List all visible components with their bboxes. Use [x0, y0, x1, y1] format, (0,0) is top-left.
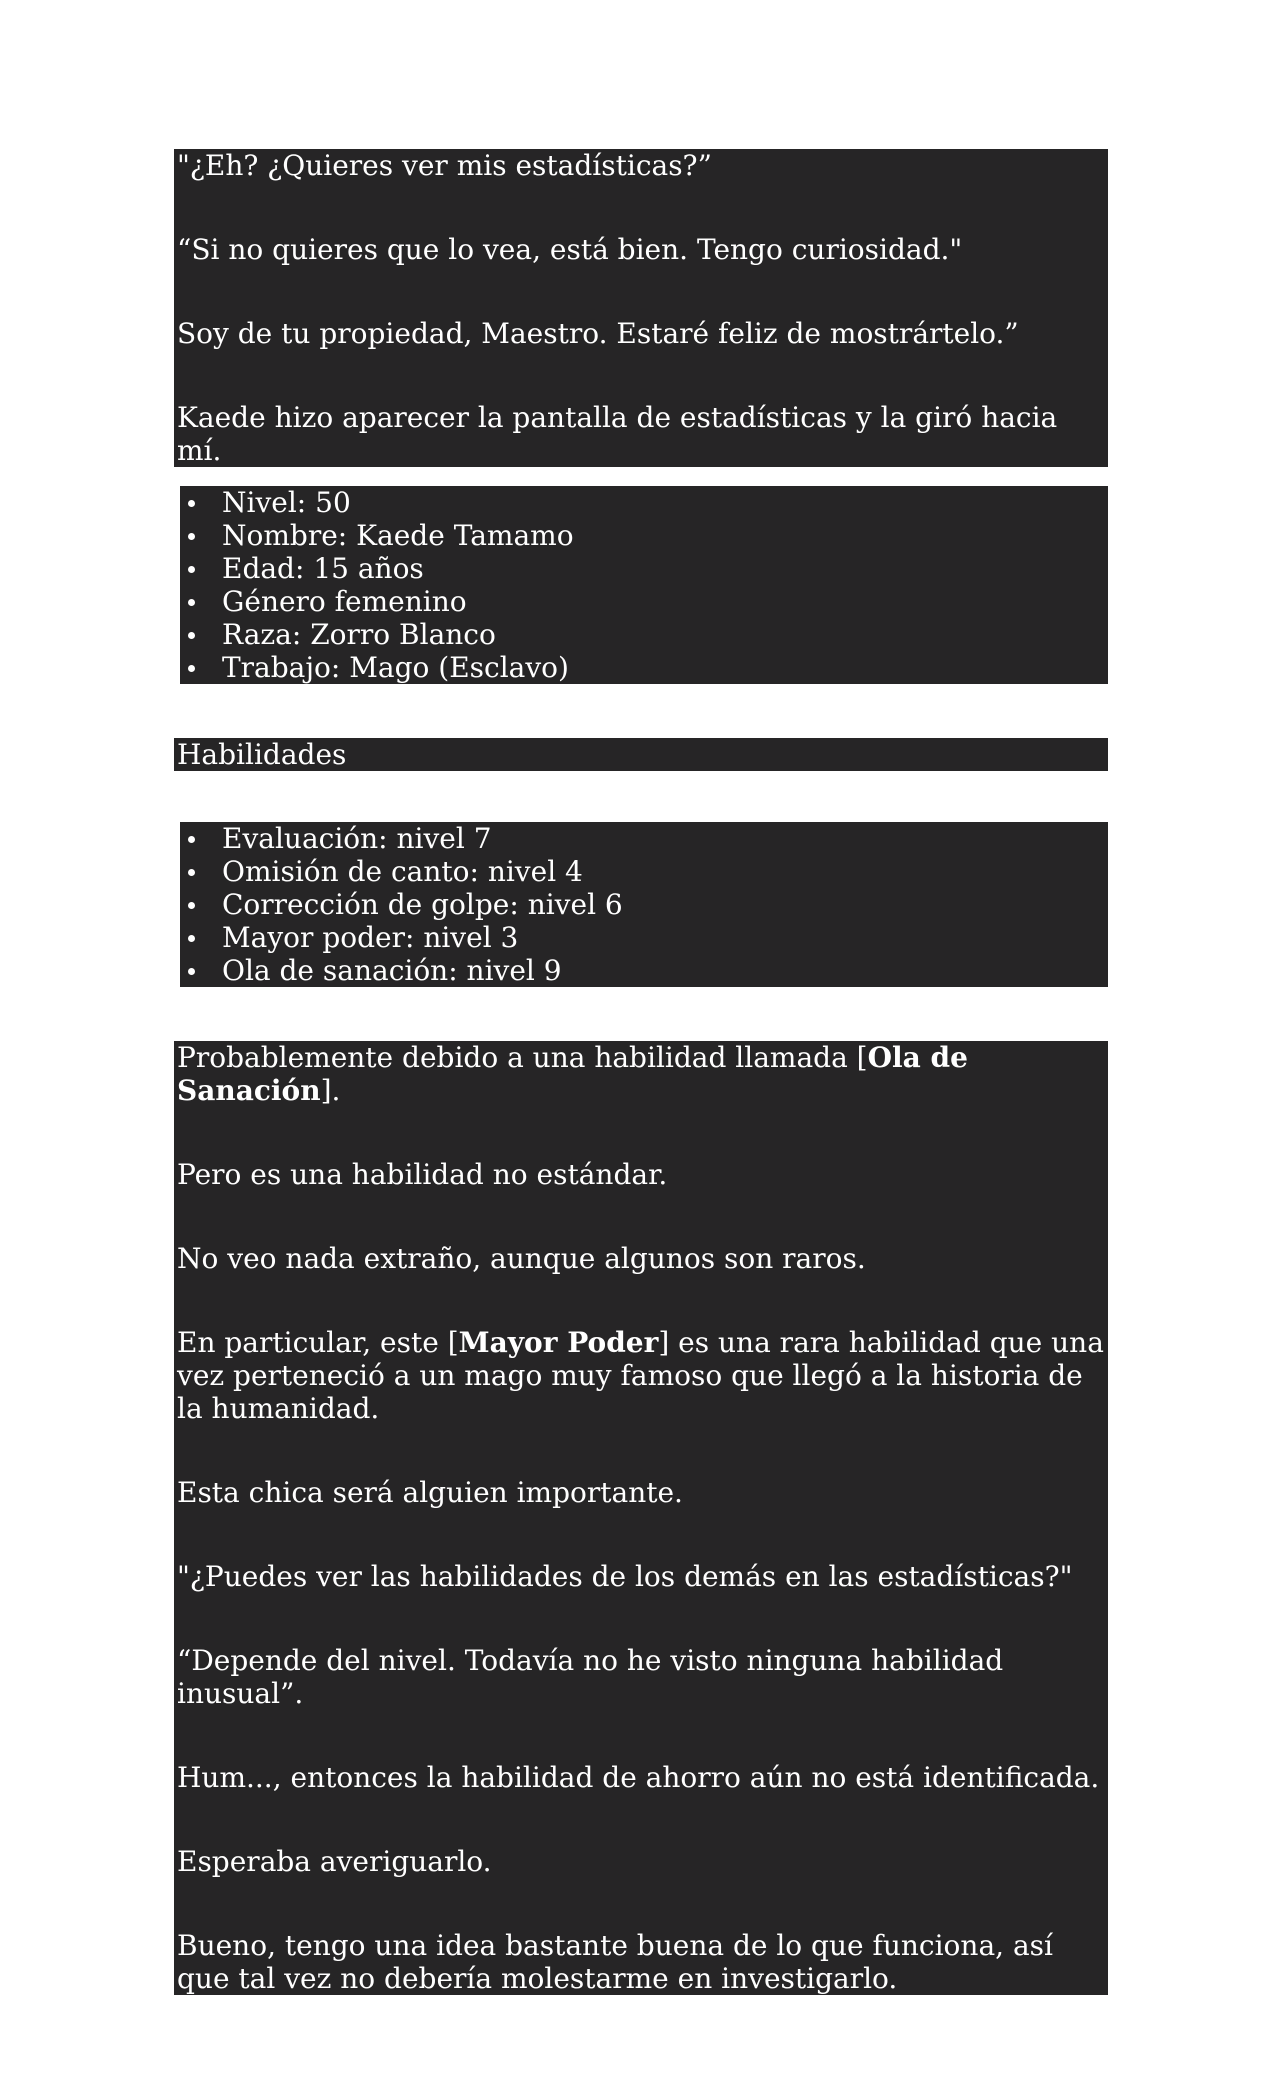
list-item: Corrección de golpe: nivel 6	[180, 888, 1108, 921]
bullet-icon	[188, 968, 195, 975]
dialogue-block-1	[174, 149, 1108, 467]
list-item: Evaluación: nivel 7	[180, 822, 1108, 855]
list-item: Trabajo: Mago (Esclavo)	[180, 651, 1108, 684]
paragraph: Esperaba averiguarlo.	[177, 1845, 492, 1878]
paragraph: Soy de tu propiedad, Maestro. Estaré feliz de mostrártelo.”	[177, 317, 1019, 350]
skill-name: Mayor Poder	[458, 1326, 659, 1359]
skills-list	[180, 822, 1108, 987]
bullet-icon	[188, 869, 195, 876]
paragraph: Probablemente debido a una habilidad llamada [Ola de Sanación].	[177, 1041, 968, 1107]
paragraph: "¿Puedes ver las habilidades de los demás en las estadísticas?"	[177, 1560, 1073, 1593]
list-item: Nivel: 50	[180, 486, 1108, 519]
paragraph: Pero es una habilidad no estándar.	[177, 1158, 668, 1191]
heading-text: Habilidades	[177, 738, 347, 771]
list-item: Edad: 15 años	[180, 552, 1108, 585]
paragraph: "¿Eh? ¿Quieres ver mis estadísticas?”	[177, 149, 712, 182]
list-item: Omisión de canto: nivel 4	[180, 855, 1108, 888]
list-item: Nombre: Kaede Tamamo	[180, 519, 1108, 552]
paragraph: Esta chica será alguien importante.	[177, 1476, 683, 1509]
list-item: Ola de sanación: nivel 9	[180, 954, 1108, 987]
bullet-icon	[188, 632, 195, 639]
narrative-block	[174, 1041, 1108, 1995]
list-item: Mayor poder: nivel 3	[180, 921, 1108, 954]
paragraph: En particular, este [Mayor Poder] es una rara habilidad que una vez perteneció a un mago muy famoso que llegó a la historia de la humanidad.	[177, 1326, 1104, 1425]
paragraph: No veo nada extraño, aunque algunos son raros.	[177, 1242, 866, 1275]
bullet-icon	[188, 533, 195, 540]
paragraph: Hum..., entonces la habilidad de ahorro aún no está identificada.	[177, 1761, 1100, 1794]
bullet-icon	[188, 665, 195, 672]
paragraph: “Si no quieres que lo vea, está bien. Tengo curiosidad."	[177, 233, 963, 266]
skills-heading	[174, 738, 1108, 771]
skill-name: Ola de Sanación	[177, 1041, 968, 1107]
bullet-icon	[188, 566, 195, 573]
bullet-icon	[188, 500, 195, 507]
bullet-icon	[188, 836, 195, 843]
list-item: Género femenino	[180, 585, 1108, 618]
paragraph: Kaede hizo aparecer la pantalla de estadísticas y la giró hacia mí.	[177, 401, 1058, 467]
list-item: Raza: Zorro Blanco	[180, 618, 1108, 651]
bullet-icon	[188, 935, 195, 942]
paragraph: Bueno, tengo una idea bastante buena de lo que funciona, así que tal vez no debería molestarme en investigarlo.	[177, 1929, 1053, 1995]
stats-list	[180, 486, 1108, 684]
paragraph: “Depende del nivel. Todavía no he visto ninguna habilidad inusual”.	[177, 1644, 1004, 1710]
bullet-icon	[188, 599, 195, 606]
bullet-icon	[188, 902, 195, 909]
